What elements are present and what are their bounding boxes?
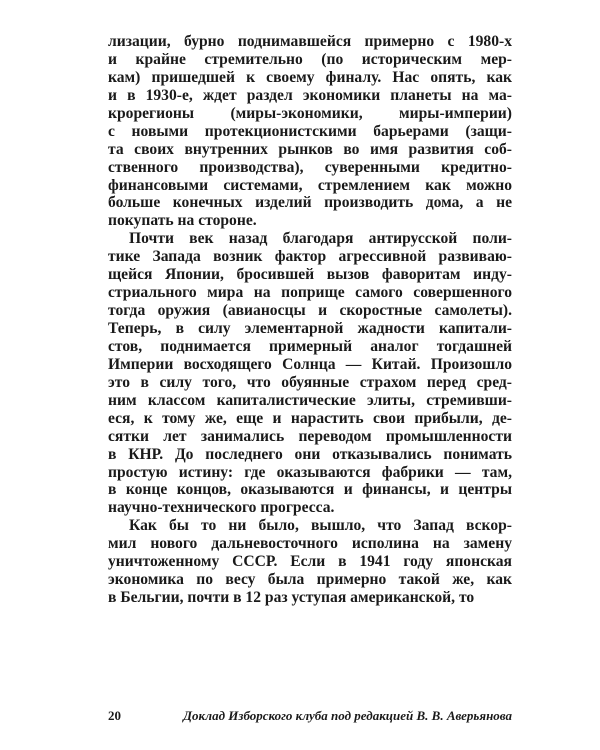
- text-line: финансовыми системами, стремлением как можно: [108, 176, 512, 194]
- text-line: Почти век назад благодаря антирусской поли-: [129, 230, 512, 248]
- text-line: простую истину: где оказываются фабрики — там,: [108, 463, 512, 481]
- text-line: ственного производства), суверенными кредитно-: [108, 158, 512, 176]
- text-line: лизации, бурно поднимавшейся примерно с 1980-х: [108, 33, 512, 50]
- text-line: научно-технического прогресса.: [108, 499, 335, 517]
- page-body: [108, 33, 512, 607]
- text-line: с новыми протекционистскими барьерами (защи-: [108, 122, 512, 140]
- text-line: и в 1930-е, ждет раздел экономики планеты на ма-: [108, 86, 512, 104]
- text-line: в Бельгии, почти в 12 раз уступая американской, то: [108, 589, 475, 607]
- text-line: это в силу того, что обуянные страхом перед сред-: [108, 373, 512, 391]
- page-footer: [108, 708, 512, 724]
- text-line: и крайне стремительно (по историческим мер-: [108, 50, 512, 68]
- text-line: еся, к тому же, еще и нарастить свои прибыли, де-: [108, 409, 512, 427]
- paragraph: [108, 230, 512, 517]
- text-line: стов, поднимается примерный аналог тогдашней: [108, 337, 512, 355]
- text-line: щейся Японии, бросившей вызов фаворитам инду-: [108, 266, 512, 284]
- text-line: ним классом капиталистические элиты, стремивши-: [108, 391, 512, 409]
- text-line: стриального мира на поприще самого совершенного: [108, 284, 512, 302]
- text-line: Теперь, в силу элементарной жадности капитали-: [108, 320, 512, 337]
- text-line: покупать на стороне.: [108, 212, 257, 230]
- text-line: мил нового дальневосточного исполина на замену: [108, 535, 512, 553]
- text-line: тике Запада возник фактор агрессивной развиваю-: [108, 248, 512, 266]
- text-line: в конце концов, оказываются и финансы, и центры: [108, 481, 512, 499]
- paragraph: [108, 517, 512, 607]
- text-line: больше конечных изделий производить дома, а не: [108, 194, 512, 212]
- text-line: уничтоженному СССР. Если в 1941 году японская: [108, 553, 512, 571]
- paragraph: [108, 33, 512, 230]
- text-line: та своих внутренних рынков во имя развития соб-: [108, 140, 512, 158]
- text-line: кам) пришедшей к своему финалу. Нас опять, как: [108, 68, 512, 86]
- running-title: Доклад Изборского клуба под редакцией В. В. Аверьянова: [183, 708, 512, 723]
- text-line: крорегионы (миры-экономики, миры-империи): [108, 104, 512, 122]
- text-line: экономика по весу была примерно такой же, как: [108, 571, 512, 589]
- text-line: сятки лет занимались переводом промышленности: [108, 427, 512, 445]
- text-line: тогда оружия (авианосцы и скоростные самолеты).: [108, 302, 512, 320]
- page-number: 20: [108, 708, 121, 723]
- text-line: Империи восходящего Солнца — Китай. Произошло: [108, 355, 512, 373]
- text-line: Как бы то ни было, вышло, что Запад вскор-: [129, 517, 512, 535]
- text-line: в КНР. До последнего они отказывались понимать: [108, 445, 512, 463]
